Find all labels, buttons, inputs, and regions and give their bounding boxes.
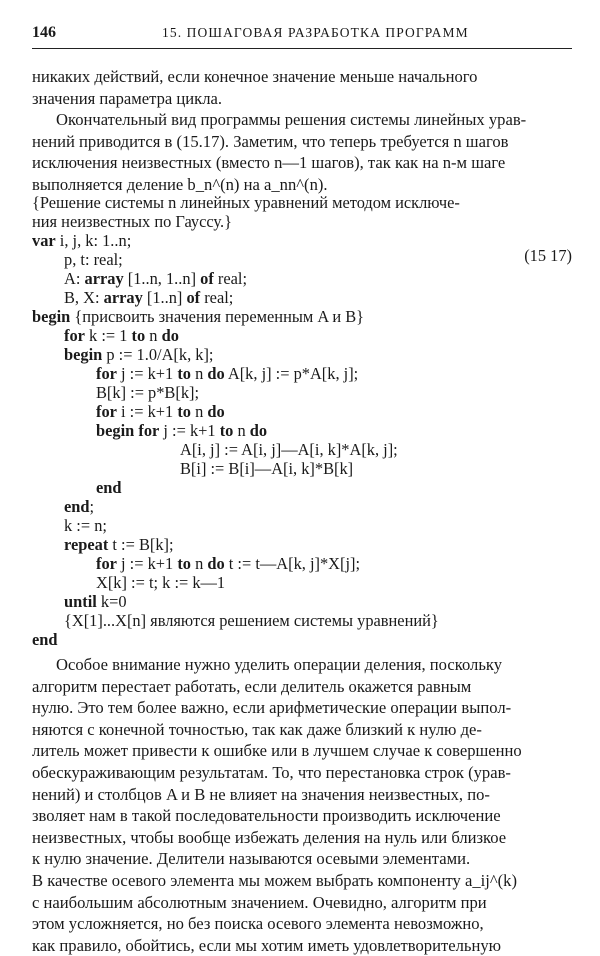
text-line: нений) и столбцов A и B не влияет на значения неизвестных, по- [32,784,490,804]
text-line: с наибольшим абсолютным значением. Очевидно, алгоритм при [32,892,487,912]
text-line: никаких действий, если конечное значение меньше начального [32,67,478,86]
text-line: значения параметра цикла. [32,88,223,108]
code-line: {Решение системы n линейных уравнений методом исключе- [32,193,460,212]
text-line: нулю. Это тем более важно, если арифметические операции выпол- [32,698,512,718]
code-line: end [32,630,58,649]
text-line: как правило, обойтись, если мы хотим иметь удовлетворительную [32,935,502,955]
code-line: for j := k+1 to n do t := t—A[k, j]*X[j]; [96,554,361,573]
code-line: A: array [1..n, 1..n] of real; [64,269,247,288]
text-line: неизвестных, чтобы вообще избежать деления на нуль или близкое [32,827,507,847]
code-line: {X[1]...X[n] являются решением системы уравнений} [64,611,439,630]
text-line: Окончательный вид программы решения системы линейных урав- [56,110,527,130]
body-paragraph [32,654,572,956]
code-line: begin for j := k+1 to n do [96,421,268,440]
code-line: for j := k+1 to n do A[k, j] := p*A[k, j]; [96,364,359,383]
text-line: няются с конечной точностью, так как даже близкий к нулю де- [32,719,482,739]
code-line: begin p := 1.0/A[k, k]; [64,345,214,364]
code-line: p, t: real; [64,250,123,269]
text-line: обескураживающим результатам. То, что перестановка строк (урав- [32,762,511,782]
text-line: этом усложняется, но без поиска осевого элемента невозможно, [32,914,484,934]
code-line: repeat t := B[k]; [64,535,174,554]
intro-paragraph [32,66,572,196]
code-line: for k := 1 to n do [64,326,179,345]
text-line: В качестве осевого элемента мы можем выбрать компоненту a_ij^(k) [32,870,517,890]
equation-number: (15 17) [524,246,572,265]
code-line: A[i, j] := A[i, j]—A[i, k]*A[k, j]; [180,440,398,459]
code-line: k := n; [64,516,107,535]
code-line: until k=0 [64,592,127,611]
code-line: for i := k+1 to n do [96,402,225,421]
text-line: к нулю значение. Делители называются осевыми элементами. [32,849,471,869]
text-line: литель может привести к ошибке или в лучшем случае к совершенно [32,741,522,761]
text-line: алгоритм перестает работать, если делитель окажется равным [32,676,472,696]
code-line: B[i] := B[i]—A[i, k]*B[k] [180,459,354,478]
code-line: end; [64,497,95,516]
page-header [32,24,572,46]
running-head: 15. ПОШАГОВАЯ РАЗРАБОТКА ПРОГРАММ [162,25,469,40]
code-line: end [96,478,122,497]
code-line: B, X: array [1..n] of real; [64,288,234,307]
code-line: begin {присвоить значения переменным A и B} [32,307,365,326]
header-rule [32,48,572,49]
text-line: зволяет нам в такой последовательности производить исключение [32,806,501,826]
code-line: var i, j, k: 1..n; [32,231,132,250]
code-line: X[k] := t; k := k—1 [96,573,226,592]
text-line: исключения неизвестных (вместо n—1 шагов), так как на n-м шаге [32,153,506,173]
text-line: выполняется деление b_n^(n) на a_nn^(n). [32,174,328,194]
text-line: Особое внимание нужно уделить операции деления, поскольку [56,655,503,674]
text-line: нений приводится в (15.17). Заметим, что теперь требуется n шагов [32,131,509,151]
page-number: 146 [32,24,56,41]
code-line: ния неизвестных по Гауссу.} [32,212,232,231]
code-line: B[k] := p*B[k]; [96,383,200,402]
